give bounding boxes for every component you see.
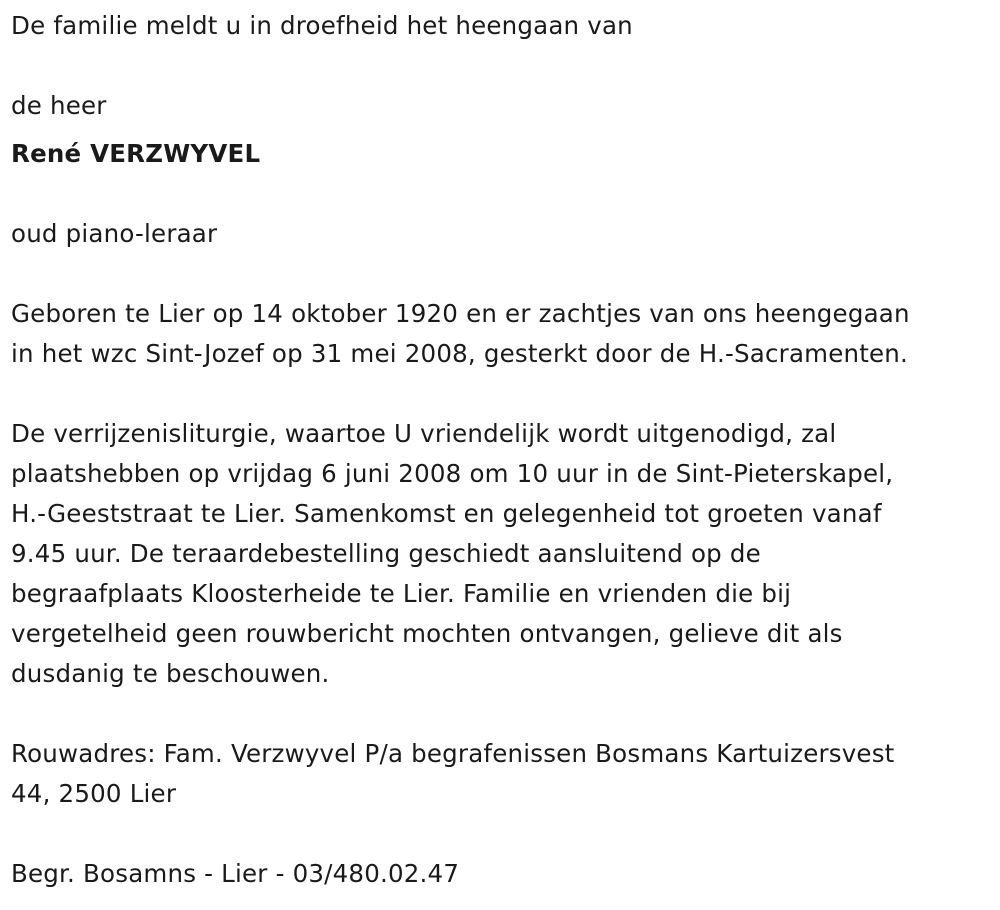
funeral-home-contact: Begr. Bosamns - Lier - 03/480.02.47 [11,859,460,888]
occupation: oud piano-leraar [11,219,218,248]
liturgy-paragraph: De verrijzenisliturgie, waartoe U vriendelijk wordt uitgenodigd, zal plaatshebben op vrijdag 6 juni 2008 om 10 uur in de Sint-Pieterskapel, H.-Geeststraat te Lier. Samenkomst en gelegenheid tot groeten vanaf 9.45 uur. De teraardebestelling geschiedt aansluitend op de begraafplaats Kloosterheide te Lier. Familie en vrienden die bij vergetelheid geen rouwbericht mochten ontvangen, gelieve dit als dusdanig te beschouwen. [11,419,894,688]
birth-death-paragraph: Geboren te Lier op 14 oktober 1920 en er zachtjes van ons heengegaan in het wzc Sint-Jozef op 31 mei 2008, gesterkt door de H.-Sacramenten. [11,299,910,368]
spacer [11,126,991,134]
spacer [11,374,991,414]
spacer [11,694,991,734]
spacer [11,174,991,214]
mourning-address: Rouwadres: Fam. Verzwyvel P/a begrafenissen Bosmans Kartuizersvest 44, 2500 Lier [11,739,895,808]
intro-text: De familie meldt u in droefheid het heengaan van [11,11,633,40]
deceased-name: René VERZWYVEL [11,139,261,168]
title-prefix: de heer [11,91,107,120]
spacer [11,46,991,86]
spacer [11,254,991,294]
spacer [11,814,991,854]
obituary-notice [11,6,991,894]
